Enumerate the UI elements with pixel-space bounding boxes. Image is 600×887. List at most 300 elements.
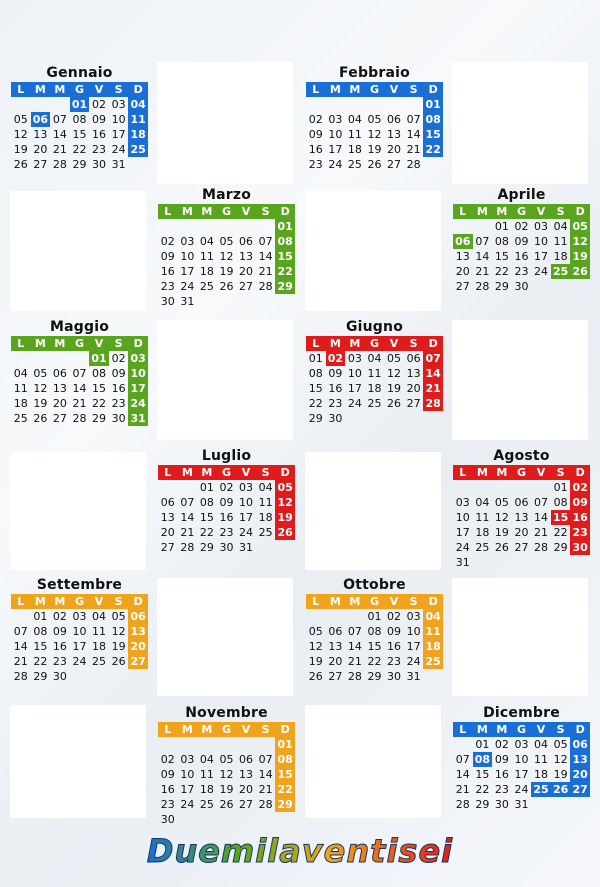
day-cell: 02 (387, 610, 402, 623)
weekday-header (453, 204, 590, 219)
day-cell: 11 (199, 768, 214, 781)
day-cell: 21 (423, 381, 443, 396)
weekday-label: V (536, 466, 546, 479)
photo-placeholder (157, 320, 293, 440)
day-cell: 17 (455, 526, 470, 539)
day-grid (158, 219, 295, 309)
empty-cell (178, 480, 198, 495)
empty-cell (50, 351, 70, 366)
day-cell: 02 (514, 220, 529, 233)
day-cell: 30 (514, 280, 529, 293)
empty-cell (11, 97, 31, 112)
day-cell: 24 (128, 396, 148, 411)
day-cell: 03 (72, 610, 87, 623)
day-cell: 23 (52, 655, 67, 668)
day-cell: 18 (423, 639, 443, 654)
day-cell: 15 (199, 511, 214, 524)
day-cell: 01 (275, 219, 295, 234)
photo-placeholder (452, 320, 588, 440)
day-cell: 14 (52, 128, 67, 141)
day-cell: 12 (387, 367, 402, 380)
day-cell: 02 (160, 753, 175, 766)
day-cell: 22 (92, 397, 107, 410)
day-cell: 29 (553, 541, 568, 554)
day-cell: 31 (455, 556, 470, 569)
day-cell: 17 (328, 143, 343, 156)
day-grid (11, 97, 148, 172)
day-cell: 12 (219, 250, 234, 263)
day-cell: 02 (92, 98, 107, 111)
empty-cell (326, 97, 346, 112)
day-cell: 06 (239, 235, 254, 248)
day-cell: 17 (514, 768, 529, 781)
empty-cell (31, 97, 51, 112)
photo-placeholder (10, 452, 146, 570)
day-cell: 25 (551, 264, 571, 279)
weekday-header (158, 722, 295, 737)
day-cell: 04 (199, 235, 214, 248)
day-cell: 31 (514, 798, 529, 811)
day-cell: 25 (367, 397, 382, 410)
day-cell: 13 (570, 752, 590, 767)
weekday-label: G (74, 595, 84, 608)
day-cell: 26 (494, 541, 509, 554)
day-cell: 31 (239, 541, 254, 554)
day-cell: 04 (128, 97, 148, 112)
empty-cell (236, 737, 256, 752)
day-cell: 24 (534, 265, 549, 278)
day-cell: 05 (13, 113, 28, 126)
day-grid (158, 737, 295, 827)
weekday-label: M (496, 723, 508, 736)
day-cell: 20 (160, 526, 175, 539)
day-cell: 26 (111, 655, 126, 668)
weekday-header (158, 465, 295, 480)
day-cell: 19 (33, 397, 48, 410)
day-cell: 11 (128, 112, 148, 127)
empty-cell (178, 219, 198, 234)
day-cell: 12 (308, 640, 323, 653)
empty-cell (158, 480, 178, 495)
empty-cell (70, 351, 90, 366)
empty-cell (345, 609, 365, 624)
empty-cell (531, 480, 551, 495)
day-cell: 29 (72, 158, 87, 171)
day-cell: 22 (367, 655, 382, 668)
weekday-label: D (280, 466, 290, 479)
day-cell: 16 (494, 768, 509, 781)
day-cell: 25 (531, 782, 551, 797)
day-cell: 21 (72, 397, 87, 410)
day-cell: 28 (72, 412, 87, 425)
day-cell: 14 (180, 511, 195, 524)
month-febbraio (306, 65, 443, 172)
day-cell: 08 (473, 752, 493, 767)
empty-cell (306, 97, 326, 112)
day-cell: 30 (92, 158, 107, 171)
weekday-label: V (536, 205, 546, 218)
month-title: Febbraio (339, 65, 410, 81)
weekday-label: L (312, 337, 320, 350)
day-cell: 14 (258, 768, 273, 781)
day-cell: 28 (423, 396, 443, 411)
day-cell: 24 (347, 397, 362, 410)
day-cell: 26 (551, 782, 571, 797)
day-cell: 25 (199, 798, 214, 811)
day-cell: 28 (258, 798, 273, 811)
weekday-label: G (369, 83, 379, 96)
month-aprile (453, 187, 590, 294)
month-title: Giugno (345, 319, 404, 335)
day-cell: 28 (406, 158, 421, 171)
month-title: Dicembre (483, 705, 560, 721)
empty-cell (404, 97, 424, 112)
day-cell: 09 (219, 496, 234, 509)
day-cell: 17 (534, 250, 549, 263)
weekday-label: M (181, 723, 193, 736)
day-cell: 28 (475, 280, 490, 293)
month-title: Aprile (497, 187, 546, 203)
weekday-header (11, 594, 148, 609)
empty-cell (50, 97, 70, 112)
day-cell: 11 (367, 367, 382, 380)
day-cell: 08 (199, 496, 214, 509)
day-cell: 05 (111, 610, 126, 623)
day-cell: 28 (258, 280, 273, 293)
day-cell: 08 (553, 496, 568, 509)
day-cell: 28 (180, 541, 195, 554)
day-cell: 14 (258, 250, 273, 263)
day-cell: 04 (475, 496, 490, 509)
day-cell: 05 (308, 625, 323, 638)
weekday-label: S (409, 83, 418, 96)
weekday-header (306, 594, 443, 609)
weekday-label: G (221, 466, 231, 479)
day-cell: 30 (494, 798, 509, 811)
empty-cell (158, 219, 178, 234)
weekday-label: D (133, 83, 143, 96)
day-cell: 12 (553, 753, 568, 766)
day-cell: 10 (406, 625, 421, 638)
photo-placeholder (157, 62, 293, 184)
day-cell: 19 (494, 526, 509, 539)
month-title: Marzo (201, 187, 252, 203)
day-cell: 04 (367, 352, 382, 365)
day-cell: 21 (406, 143, 421, 156)
day-cell: 30 (570, 540, 590, 555)
day-cell: 14 (423, 366, 443, 381)
day-cell: 14 (72, 382, 87, 395)
day-cell: 12 (33, 382, 48, 395)
day-cell: 28 (455, 798, 470, 811)
day-cell: 08 (72, 113, 87, 126)
weekday-header (453, 722, 590, 737)
weekday-label: S (556, 205, 565, 218)
day-cell: 16 (160, 265, 175, 278)
day-cell: 13 (160, 511, 175, 524)
month-giugno (306, 319, 443, 426)
day-cell: 01 (475, 738, 490, 751)
day-cell: 21 (52, 143, 67, 156)
day-cell: 16 (52, 640, 67, 653)
day-cell: 17 (239, 511, 254, 524)
day-cell: 22 (475, 783, 490, 796)
day-cell: 03 (111, 98, 126, 111)
day-cell: 14 (347, 640, 362, 653)
month-title: Novembre (185, 705, 268, 721)
day-cell: 17 (180, 265, 195, 278)
day-cell: 22 (494, 265, 509, 278)
day-cell: 23 (160, 280, 175, 293)
weekday-label: D (575, 205, 585, 218)
day-cell: 27 (455, 280, 470, 293)
empty-cell (236, 219, 256, 234)
day-cell: 06 (128, 609, 148, 624)
weekday-label: G (516, 723, 526, 736)
day-cell: 27 (239, 280, 254, 293)
weekday-label: S (261, 723, 270, 736)
day-cell: 27 (328, 670, 343, 683)
empty-cell (453, 480, 473, 495)
day-cell: 07 (180, 496, 195, 509)
photo-placeholder (10, 705, 146, 818)
day-cell: 17 (347, 382, 362, 395)
day-cell: 15 (423, 127, 443, 142)
day-grid (306, 97, 443, 172)
day-cell: 18 (13, 397, 28, 410)
day-cell: 08 (367, 625, 382, 638)
empty-cell (11, 351, 31, 366)
weekday-label: D (133, 595, 143, 608)
day-cell: 30 (219, 541, 234, 554)
day-cell: 18 (92, 640, 107, 653)
day-cell: 05 (494, 496, 509, 509)
weekday-label: M (329, 337, 341, 350)
day-cell: 22 (275, 782, 295, 797)
day-cell: 01 (33, 610, 48, 623)
weekday-label: M (476, 466, 488, 479)
day-cell: 29 (275, 279, 295, 294)
day-grid (11, 609, 148, 684)
day-cell: 27 (570, 782, 590, 797)
day-cell: 23 (387, 655, 402, 668)
day-cell: 18 (199, 783, 214, 796)
day-cell: 18 (553, 250, 568, 263)
day-cell: 11 (92, 625, 107, 638)
weekday-label: G (74, 337, 84, 350)
photo-placeholder (10, 191, 146, 311)
weekday-label: V (241, 466, 251, 479)
empty-cell (197, 737, 217, 752)
day-cell: 17 (72, 640, 87, 653)
day-cell: 13 (239, 250, 254, 263)
day-cell: 19 (387, 382, 402, 395)
day-cell: 27 (52, 412, 67, 425)
day-cell: 09 (328, 367, 343, 380)
day-cell: 19 (275, 510, 295, 525)
weekday-label: V (94, 595, 104, 608)
day-cell: 17 (180, 783, 195, 796)
day-cell: 31 (128, 411, 148, 426)
day-cell: 01 (70, 97, 90, 112)
day-cell: 16 (387, 640, 402, 653)
day-cell: 17 (128, 381, 148, 396)
day-cell: 24 (514, 783, 529, 796)
day-cell: 23 (494, 783, 509, 796)
weekday-label: M (496, 466, 508, 479)
day-cell: 21 (347, 655, 362, 668)
day-cell: 02 (160, 235, 175, 248)
photo-placeholder (305, 705, 441, 818)
day-cell: 07 (423, 351, 443, 366)
day-cell: 30 (160, 295, 175, 308)
day-cell: 06 (328, 625, 343, 638)
weekday-label: M (329, 595, 341, 608)
weekday-label: M (349, 595, 361, 608)
weekday-label: L (17, 337, 25, 350)
day-cell: 19 (553, 768, 568, 781)
day-cell: 16 (160, 783, 175, 796)
day-cell: 18 (475, 526, 490, 539)
day-cell: 06 (52, 367, 67, 380)
day-cell: 12 (367, 128, 382, 141)
day-cell: 30 (111, 412, 126, 425)
day-cell: 22 (275, 264, 295, 279)
day-cell: 08 (494, 235, 509, 248)
day-cell: 25 (199, 280, 214, 293)
day-grid (453, 219, 590, 294)
year-logo (90, 832, 510, 872)
day-cell: 11 (199, 250, 214, 263)
weekday-label: D (280, 723, 290, 736)
day-cell: 13 (455, 250, 470, 263)
day-cell: 20 (570, 767, 590, 782)
day-cell: 10 (239, 496, 254, 509)
empty-cell (217, 737, 237, 752)
day-cell: 09 (514, 235, 529, 248)
day-cell: 23 (111, 397, 126, 410)
day-cell: 14 (455, 768, 470, 781)
day-cell: 03 (180, 753, 195, 766)
day-cell: 08 (308, 367, 323, 380)
day-cell: 16 (92, 128, 107, 141)
day-cell: 11 (258, 496, 273, 509)
day-cell: 04 (534, 738, 549, 751)
day-cell: 21 (475, 265, 490, 278)
weekday-label: G (516, 205, 526, 218)
weekday-label: G (74, 83, 84, 96)
day-cell: 02 (494, 738, 509, 751)
day-cell: 05 (570, 219, 590, 234)
day-cell: 23 (92, 143, 107, 156)
day-cell: 18 (199, 265, 214, 278)
month-agosto (453, 448, 590, 570)
day-cell: 19 (111, 640, 126, 653)
day-cell: 14 (534, 511, 549, 524)
day-cell: 26 (275, 525, 295, 540)
empty-cell (11, 609, 31, 624)
photo-placeholder (157, 578, 293, 696)
weekday-header (11, 82, 148, 97)
day-cell: 09 (387, 625, 402, 638)
day-cell: 05 (275, 480, 295, 495)
day-cell: 23 (308, 158, 323, 171)
day-cell: 13 (128, 624, 148, 639)
weekday-label: V (389, 595, 399, 608)
weekday-label: G (221, 205, 231, 218)
day-cell: 02 (52, 610, 67, 623)
day-grid (306, 609, 443, 684)
day-cell: 21 (258, 265, 273, 278)
day-cell: 09 (494, 753, 509, 766)
day-cell: 22 (423, 142, 443, 157)
weekday-label: M (54, 337, 66, 350)
day-cell: 01 (494, 220, 509, 233)
day-cell: 10 (128, 366, 148, 381)
day-cell: 14 (475, 250, 490, 263)
month-novembre (158, 705, 295, 827)
day-cell: 25 (258, 526, 273, 539)
day-cell: 15 (551, 510, 571, 525)
day-cell: 10 (514, 753, 529, 766)
day-cell: 08 (92, 367, 107, 380)
weekday-label: L (164, 205, 172, 218)
weekday-label: M (201, 466, 213, 479)
day-cell: 05 (219, 753, 234, 766)
weekday-label: D (428, 595, 438, 608)
day-cell: 07 (347, 625, 362, 638)
day-cell: 10 (455, 511, 470, 524)
day-cell: 05 (367, 113, 382, 126)
day-cell: 01 (275, 737, 295, 752)
day-cell: 13 (514, 511, 529, 524)
day-cell: 29 (92, 412, 107, 425)
weekday-label: L (312, 83, 320, 96)
day-cell: 19 (219, 265, 234, 278)
day-cell: 02 (219, 481, 234, 494)
day-cell: 26 (367, 158, 382, 171)
weekday-label: V (94, 337, 104, 350)
day-cell: 27 (160, 541, 175, 554)
day-cell: 12 (13, 128, 28, 141)
month-title: Gennaio (46, 65, 113, 81)
day-cell: 11 (475, 511, 490, 524)
month-dicembre (453, 705, 590, 812)
empty-cell (345, 97, 365, 112)
photo-placeholder (452, 578, 588, 696)
month-title: Luglio (201, 448, 252, 464)
day-cell: 28 (534, 541, 549, 554)
day-cell: 30 (160, 813, 175, 826)
day-cell: 17 (111, 128, 126, 141)
day-cell: 10 (180, 768, 195, 781)
day-cell: 05 (33, 367, 48, 380)
day-cell: 26 (13, 158, 28, 171)
day-cell: 08 (423, 112, 443, 127)
weekday-label: S (556, 466, 565, 479)
logo-text: Duemilaventisei (146, 832, 454, 870)
weekday-header (158, 204, 295, 219)
weekday-label: M (34, 337, 46, 350)
day-cell: 11 (534, 753, 549, 766)
day-cell: 20 (406, 382, 421, 395)
weekday-label: M (349, 337, 361, 350)
weekday-label: M (54, 595, 66, 608)
weekday-label: G (221, 723, 231, 736)
day-cell: 21 (180, 526, 195, 539)
weekday-label: M (496, 205, 508, 218)
day-cell: 03 (180, 235, 195, 248)
